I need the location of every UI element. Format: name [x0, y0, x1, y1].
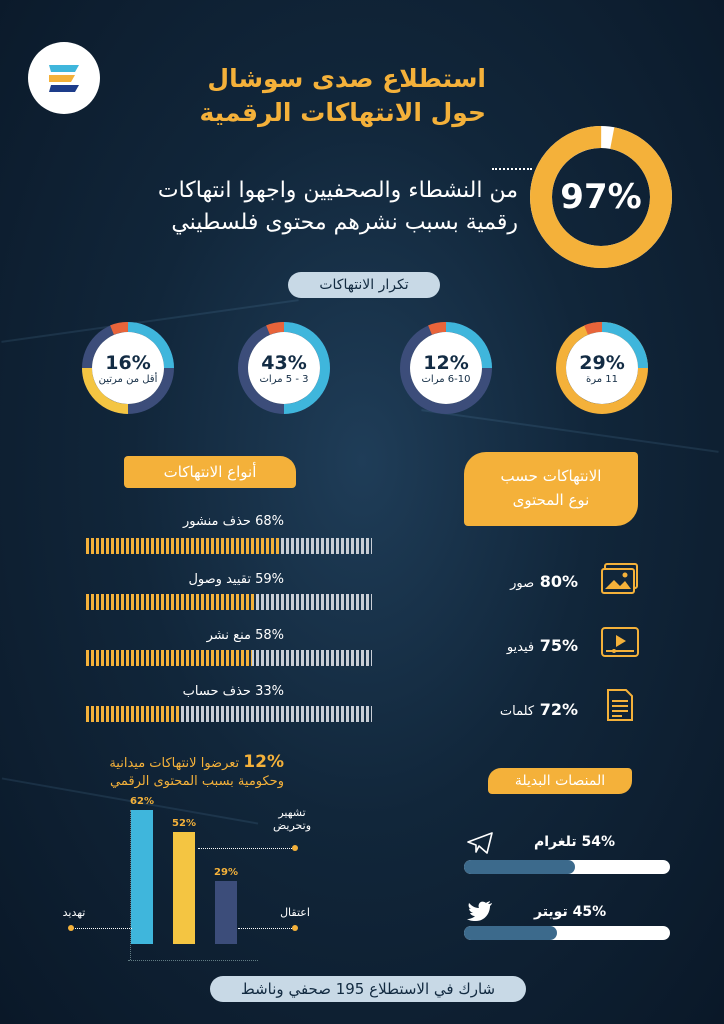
connector-dot	[292, 925, 298, 931]
platform-label: 45% تويتر	[534, 904, 607, 920]
field-bar	[130, 796, 154, 944]
field-bar-value: 52%	[172, 817, 196, 829]
arrest-label: اعتقال	[280, 906, 310, 919]
defamation-label	[262, 806, 322, 832]
platforms-header: المنصات البديلة	[488, 768, 632, 794]
defamation-connector	[198, 848, 294, 849]
type-bar	[86, 706, 372, 722]
frequency-label: أقل من مرتين	[98, 373, 158, 385]
platform-bar	[464, 926, 670, 940]
platform-label: 54% تلغرام	[534, 834, 616, 850]
field-line-1: تعرضوا لانتهاكات ميدانية	[109, 756, 240, 771]
content-value: 72%	[539, 700, 578, 719]
connector-dot	[68, 925, 74, 931]
platform-bar	[464, 860, 670, 874]
type-bar-fill	[86, 594, 255, 610]
content-header	[464, 452, 638, 526]
title-line-1: استطلاع صدى سوشال	[207, 64, 486, 93]
content-row	[507, 636, 578, 655]
field-caption-1	[109, 752, 284, 772]
type-label: 33% حذف حساب	[182, 684, 284, 699]
frequency-value: 16%	[105, 351, 151, 374]
image-icon	[600, 562, 640, 596]
field-bar	[214, 867, 238, 944]
frequency-value: 43%	[261, 351, 307, 374]
frequency-value: 29%	[579, 351, 625, 374]
content-header-line-2: نوع المحتوى	[512, 491, 590, 509]
frequency-label: 3 - 5 مرات	[259, 373, 309, 385]
document-icon	[600, 688, 640, 722]
type-bar-fill	[86, 538, 280, 554]
frequency-ring	[556, 322, 648, 414]
type-bar	[86, 594, 372, 610]
threat-connector	[72, 928, 132, 929]
arrest-connector	[238, 928, 294, 929]
headline-line-2: رقمية بسبب نشرهم محتوى فلسطيني	[171, 210, 518, 235]
headline-line-1: من النشطاء والصحفيين واجهوا انتهاكات	[157, 178, 518, 203]
frequency-ring	[400, 322, 492, 414]
video-icon	[600, 626, 640, 660]
field-bar-value: 62%	[130, 796, 154, 807]
frequency-value: 12%	[423, 351, 469, 374]
content-header-line-1: الانتهاكات حسب	[500, 467, 602, 485]
frequency-label: 11 مرة	[585, 373, 619, 385]
content-label: فيديو	[506, 640, 535, 655]
dotted-connector	[492, 168, 532, 170]
content-row	[510, 572, 578, 591]
content-row	[500, 700, 578, 719]
frequency-ring	[82, 322, 174, 414]
field-bar-value: 29%	[214, 867, 238, 879]
defamation-label-2: وتحريض	[272, 819, 312, 832]
headline-value: 97%	[560, 177, 642, 217]
headline-ring	[528, 124, 674, 270]
type-label: 59% تقييد وصول	[188, 572, 284, 587]
field-value: 12%	[243, 752, 284, 772]
type-bar	[86, 650, 372, 666]
frequency-header: تكرار الانتهاكات	[288, 272, 440, 298]
type-bar	[86, 538, 372, 554]
bg-streak	[421, 409, 718, 453]
content-label: صور	[510, 576, 535, 591]
threat-label: تهديد	[62, 906, 86, 919]
platform-bar-fill	[464, 926, 557, 940]
content-value: 80%	[539, 572, 578, 591]
types-header: أنواع الانتهاكات	[124, 456, 296, 488]
frequency-ring	[238, 322, 330, 414]
type-bar-fill	[86, 650, 252, 666]
logo	[28, 42, 100, 114]
defamation-label-1: تشهير	[278, 806, 306, 819]
title-line-2: حول الانتهاكات الرقمية	[199, 98, 486, 127]
type-label: 68% حذف منشور	[183, 514, 284, 529]
type-label: 58% منع نشر	[206, 628, 284, 643]
type-bar-fill	[86, 706, 180, 722]
content-label: كلمات	[499, 704, 535, 719]
field-bar	[172, 817, 196, 944]
frequency-label: 6-10 مرات	[421, 373, 471, 385]
content-value: 75%	[539, 636, 578, 655]
field-line-2: وحكومية بسبب المحتوى الرقمي	[110, 774, 284, 789]
platform-bar-fill	[464, 860, 575, 874]
footer-pill: شارك في الاستطلاع 195 صحفي وناشط	[210, 976, 526, 1002]
connector-dot	[292, 845, 298, 851]
chart-baseline	[128, 960, 258, 961]
logo-mark-icon	[41, 55, 87, 101]
